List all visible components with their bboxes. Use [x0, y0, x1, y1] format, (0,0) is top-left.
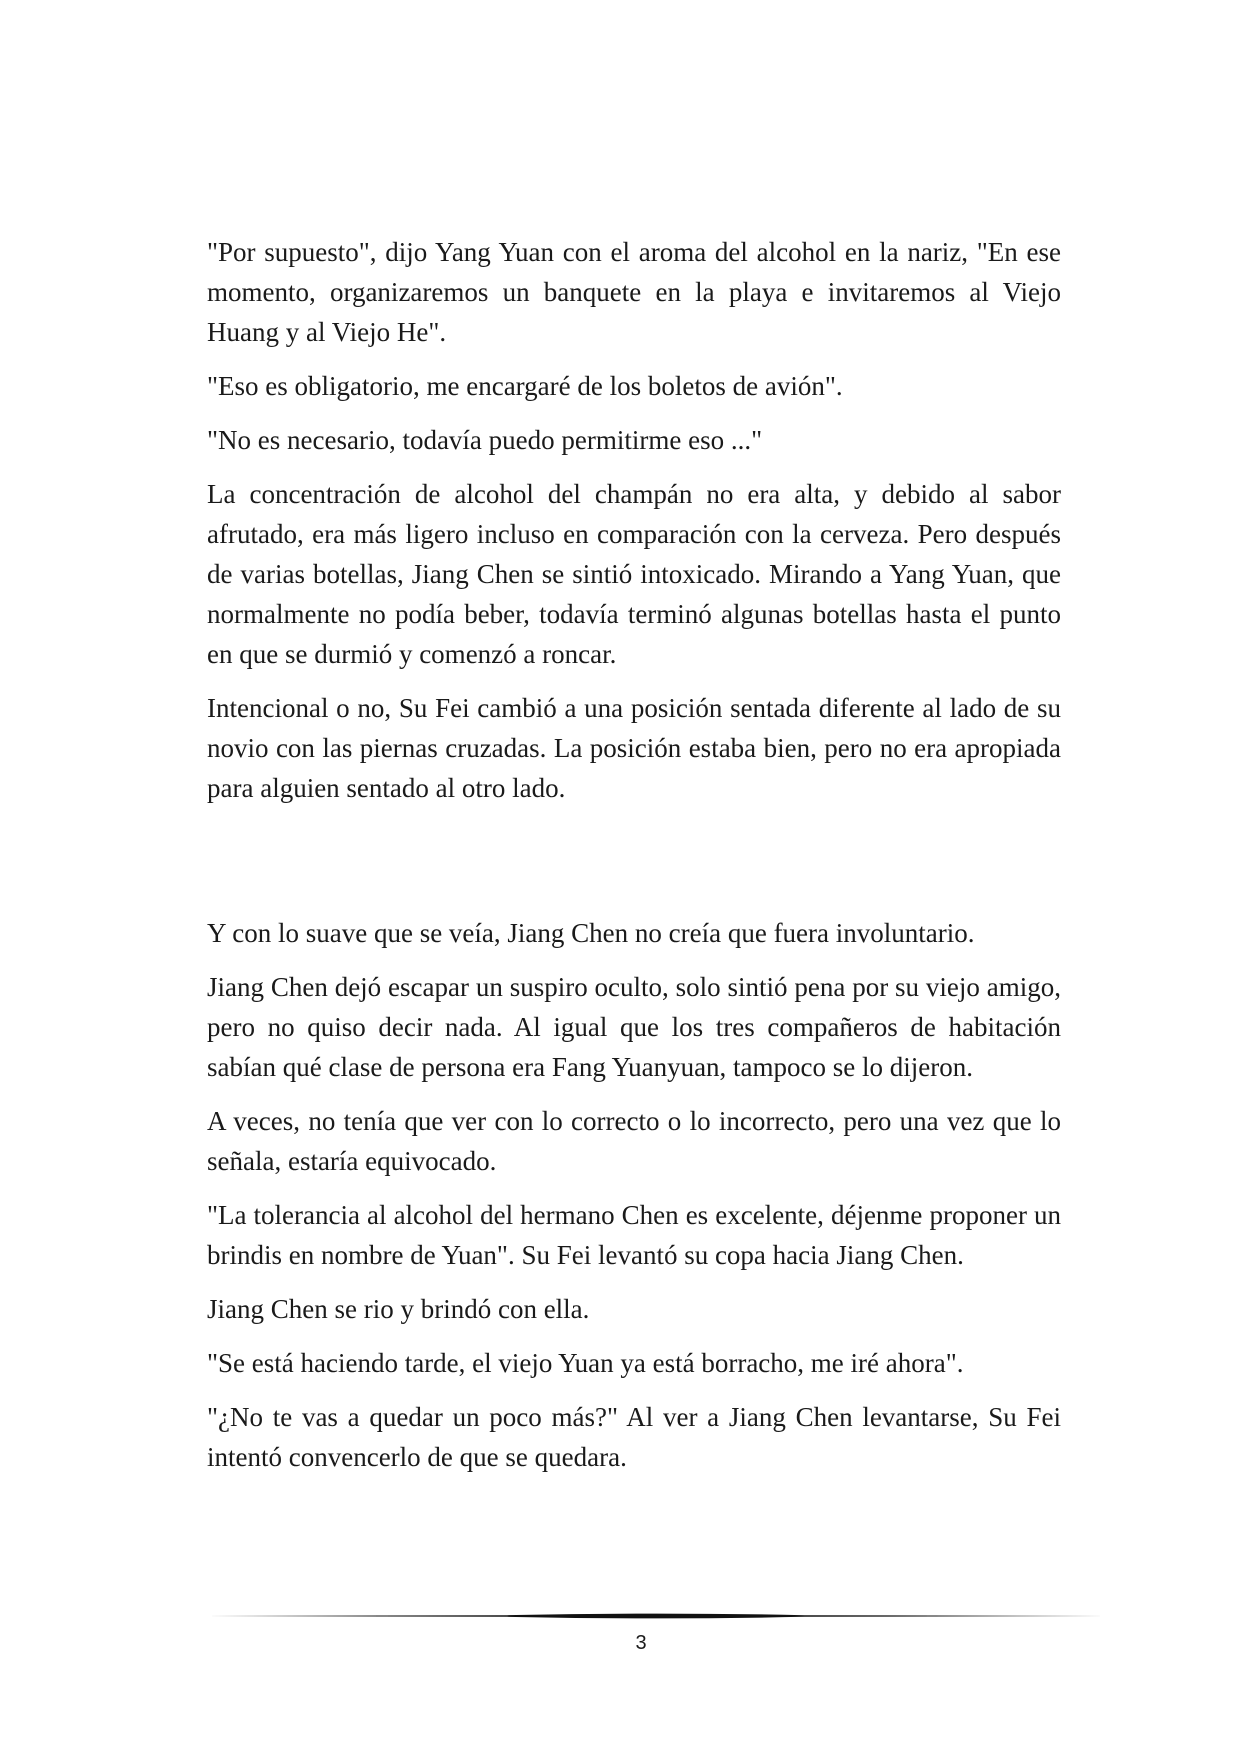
paragraph: "¿No te vas a quedar un poco más?" Al ver a Jiang Chen levantarse, Su Fei intentó convencerlo de que se quedara.: [207, 1402, 1061, 1472]
paragraph: A veces, no tenía que ver con lo correcto o lo incorrecto, pero una vez que lo señala, estaría equivocado.: [207, 1106, 1061, 1176]
paragraph: Intencional o no, Su Fei cambió a una posición sentada diferente al lado de su novio con las piernas cruzadas. La posición estaba bien, pero no era apropiada para alguien sentado al otro lado.: [207, 693, 1061, 803]
paragraph: Jiang Chen dejó escapar un suspiro oculto, solo sintió pena por su viejo amigo, pero no quiso decir nada. Al igual que los tres compañeros de habitación sabían qué clase de persona era Fang Yuanyuan, tampoco se lo dijeron.: [207, 972, 1061, 1082]
paragraph: Jiang Chen se rio y brindó con ella.: [207, 1294, 590, 1324]
footer-divider: [207, 1612, 1105, 1620]
paragraph: "No es necesario, todavía puedo permitirme eso ...": [207, 425, 763, 455]
paragraph: "Se está haciendo tarde, el viejo Yuan ya está borracho, me iré ahora".: [207, 1348, 964, 1378]
paragraph: Y con lo suave que se veía, Jiang Chen no creía que fuera involuntario.: [207, 918, 975, 948]
body-text-top: [207, 232, 1061, 822]
page-number: 3: [635, 1632, 647, 1654]
paragraph: "La tolerancia al alcohol del hermano Chen es excelente, déjenme proponer un brindis en nombre de Yuan". Su Fei levantó su copa hacia Jiang Chen.: [207, 1200, 1061, 1270]
paragraph: "Por supuesto", dijo Yang Yuan con el aroma del alcohol en la nariz, "En ese momento, organizaremos un banquete en la playa e invitaremos al Viejo Huang y al Viejo He".: [207, 237, 1061, 347]
body-text-bottom: [207, 913, 1061, 1491]
paragraph: La concentración de alcohol del champán no era alta, y debido al sabor afrutado, era más ligero incluso en comparación con la cerveza. Pero después de varias botellas, Jiang Chen se sintió intoxicado. Mirando a Yang Yuan, que normalmente no podía beber, todavía terminó algunas botellas hasta el punto en que se durmió y comenzó a roncar.: [207, 479, 1061, 669]
paragraph: "Eso es obligatorio, me encargaré de los boletos de avión".: [207, 371, 843, 401]
